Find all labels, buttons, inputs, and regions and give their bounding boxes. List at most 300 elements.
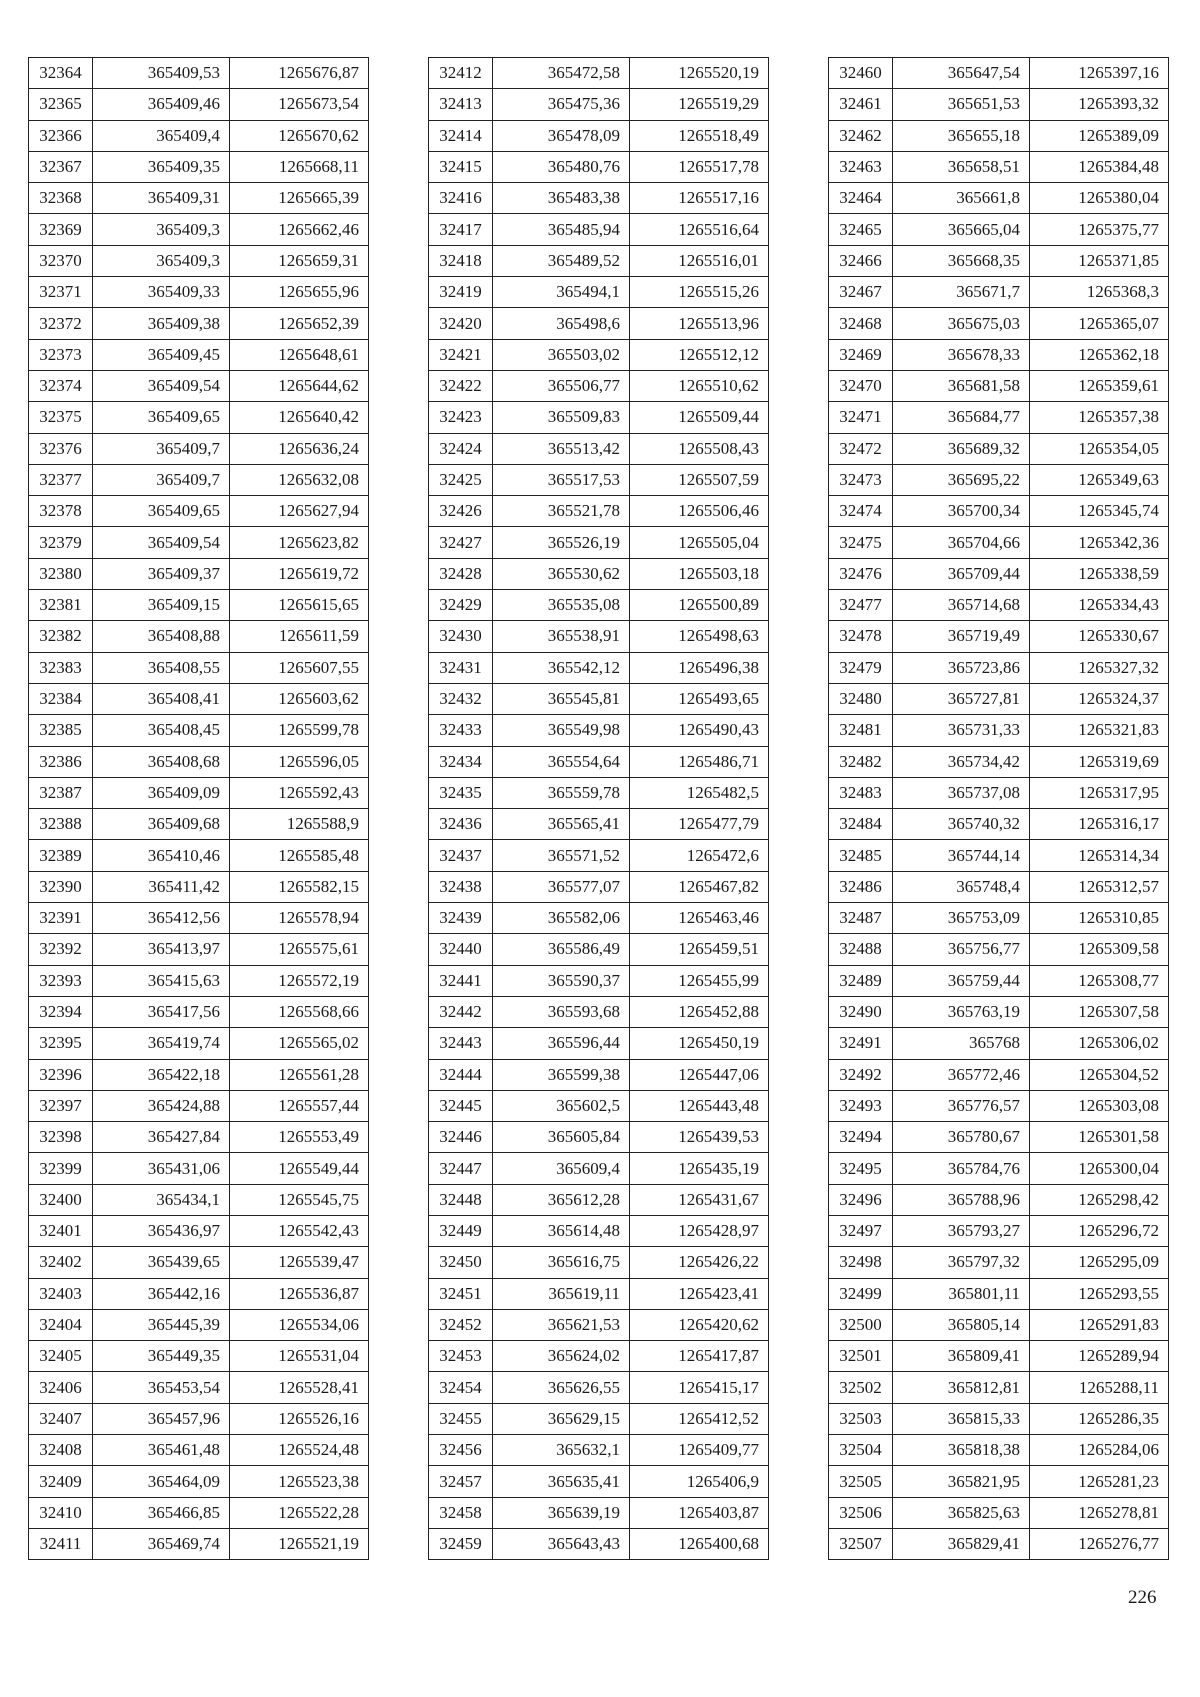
table-row [429, 652, 769, 683]
x-coordinate-cell: 365812,81 [893, 1372, 1030, 1403]
x-coordinate-cell: 365704,66 [893, 527, 1030, 558]
table-row [29, 214, 369, 245]
point-id-cell: 32505 [829, 1466, 893, 1497]
x-coordinate-cell: 365517,53 [493, 464, 630, 495]
x-coordinate-cell: 365408,88 [93, 621, 230, 652]
x-coordinate-cell: 365453,54 [93, 1372, 230, 1403]
y-coordinate-cell: 1265518,49 [630, 120, 769, 151]
point-id-cell: 32375 [29, 402, 93, 433]
point-id-cell: 32415 [429, 151, 493, 182]
y-coordinate-cell: 1265375,77 [1030, 214, 1169, 245]
y-coordinate-cell: 1265655,96 [230, 277, 369, 308]
point-id-cell: 32464 [829, 183, 893, 214]
table-row [429, 89, 769, 120]
y-coordinate-cell: 1265428,97 [630, 1215, 769, 1246]
point-id-cell: 32432 [429, 683, 493, 714]
table-row [29, 590, 369, 621]
x-coordinate-cell: 365409,09 [93, 777, 230, 808]
point-id-cell: 32371 [29, 277, 93, 308]
x-coordinate-cell: 365772,46 [893, 1059, 1030, 1090]
table-row [829, 339, 1169, 370]
point-id-cell: 32367 [29, 151, 93, 182]
table-row [29, 1028, 369, 1059]
point-id-cell: 32457 [429, 1466, 493, 1497]
y-coordinate-cell: 1265288,11 [1030, 1372, 1169, 1403]
y-coordinate-cell: 1265286,35 [1030, 1403, 1169, 1434]
y-coordinate-cell: 1265317,95 [1030, 777, 1169, 808]
table-row [29, 1184, 369, 1215]
point-id-cell: 32445 [429, 1090, 493, 1121]
point-id-cell: 32428 [429, 558, 493, 589]
y-coordinate-cell: 1265659,31 [230, 245, 369, 276]
point-id-cell: 32500 [829, 1309, 893, 1340]
x-coordinate-cell: 365509,83 [493, 402, 630, 433]
x-coordinate-cell: 365593,68 [493, 996, 630, 1027]
x-coordinate-cell: 365485,94 [493, 214, 630, 245]
point-id-cell: 32456 [429, 1435, 493, 1466]
x-coordinate-cell: 365475,36 [493, 89, 630, 120]
point-id-cell: 32424 [429, 433, 493, 464]
table-row [429, 527, 769, 558]
y-coordinate-cell: 1265284,06 [1030, 1435, 1169, 1466]
point-id-cell: 32496 [829, 1184, 893, 1215]
y-coordinate-cell: 1265531,04 [230, 1341, 369, 1372]
y-coordinate-cell: 1265472,6 [630, 840, 769, 871]
point-id-cell: 32370 [29, 245, 93, 276]
table-row [29, 151, 369, 182]
table-row [29, 1372, 369, 1403]
y-coordinate-cell: 1265596,05 [230, 746, 369, 777]
table-row [829, 370, 1169, 401]
x-coordinate-cell: 365412,56 [93, 903, 230, 934]
y-coordinate-cell: 1265309,58 [1030, 934, 1169, 965]
table-row [29, 339, 369, 370]
point-id-cell: 32369 [29, 214, 93, 245]
table-row [429, 339, 769, 370]
x-coordinate-cell: 365409,65 [93, 402, 230, 433]
table-row [29, 903, 369, 934]
x-coordinate-cell: 365753,09 [893, 903, 1030, 934]
y-coordinate-cell: 1265517,16 [630, 183, 769, 214]
table-row [29, 1466, 369, 1497]
x-coordinate-cell: 365409,15 [93, 590, 230, 621]
table-row [429, 1059, 769, 1090]
y-coordinate-cell: 1265345,74 [1030, 496, 1169, 527]
table-row [429, 496, 769, 527]
x-coordinate-cell: 365417,56 [93, 996, 230, 1027]
x-coordinate-cell: 365408,45 [93, 715, 230, 746]
point-id-cell: 32437 [429, 840, 493, 871]
point-id-cell: 32389 [29, 840, 93, 871]
y-coordinate-cell: 1265507,59 [630, 464, 769, 495]
y-coordinate-cell: 1265524,48 [230, 1435, 369, 1466]
point-id-cell: 32393 [29, 965, 93, 996]
point-id-cell: 32502 [829, 1372, 893, 1403]
table-row [29, 58, 369, 89]
x-coordinate-cell: 365449,35 [93, 1341, 230, 1372]
x-coordinate-cell: 365768 [893, 1028, 1030, 1059]
y-coordinate-cell: 1265565,02 [230, 1028, 369, 1059]
y-coordinate-cell: 1265334,43 [1030, 590, 1169, 621]
x-coordinate-cell: 365689,32 [893, 433, 1030, 464]
table-row [829, 965, 1169, 996]
point-id-cell: 32458 [429, 1497, 493, 1528]
point-id-cell: 32425 [429, 464, 493, 495]
point-id-cell: 32374 [29, 370, 93, 401]
y-coordinate-cell: 1265528,41 [230, 1372, 369, 1403]
y-coordinate-cell: 1265619,72 [230, 558, 369, 589]
y-coordinate-cell: 1265519,29 [630, 89, 769, 120]
point-id-cell: 32440 [429, 934, 493, 965]
table-row [429, 370, 769, 401]
y-coordinate-cell: 1265308,77 [1030, 965, 1169, 996]
x-coordinate-cell: 365409,65 [93, 496, 230, 527]
x-coordinate-cell: 365619,11 [493, 1278, 630, 1309]
table-row [829, 1215, 1169, 1246]
x-coordinate-cell: 365671,7 [893, 277, 1030, 308]
y-coordinate-cell: 1265304,52 [1030, 1059, 1169, 1090]
y-coordinate-cell: 1265406,9 [630, 1466, 769, 1497]
table-row [429, 777, 769, 808]
x-coordinate-cell: 365409,31 [93, 183, 230, 214]
y-coordinate-cell: 1265607,55 [230, 652, 369, 683]
table-row [29, 527, 369, 558]
point-id-cell: 32450 [429, 1247, 493, 1278]
table-row [29, 996, 369, 1027]
table-row [829, 245, 1169, 276]
point-id-cell: 32474 [829, 496, 893, 527]
point-id-cell: 32451 [429, 1278, 493, 1309]
point-id-cell: 32446 [429, 1122, 493, 1153]
table-row [29, 1403, 369, 1434]
y-coordinate-cell: 1265572,19 [230, 965, 369, 996]
y-coordinate-cell: 1265486,71 [630, 746, 769, 777]
y-coordinate-cell: 1265330,67 [1030, 621, 1169, 652]
table-row [29, 777, 369, 808]
table-row [29, 1153, 369, 1184]
x-coordinate-cell: 365424,88 [93, 1090, 230, 1121]
point-id-cell: 32484 [829, 809, 893, 840]
point-id-cell: 32400 [29, 1184, 93, 1215]
table-row [829, 402, 1169, 433]
y-coordinate-cell: 1265516,01 [630, 245, 769, 276]
y-coordinate-cell: 1265557,44 [230, 1090, 369, 1121]
point-id-cell: 32507 [829, 1528, 893, 1559]
table-row [829, 1059, 1169, 1090]
point-id-cell: 32377 [29, 464, 93, 495]
point-id-cell: 32466 [829, 245, 893, 276]
point-id-cell: 32482 [829, 746, 893, 777]
x-coordinate-cell: 365480,76 [493, 151, 630, 182]
x-coordinate-cell: 365415,63 [93, 965, 230, 996]
y-coordinate-cell: 1265307,58 [1030, 996, 1169, 1027]
point-id-cell: 32365 [29, 89, 93, 120]
coordinate-table-2 [428, 57, 769, 1560]
y-coordinate-cell: 1265463,46 [630, 903, 769, 934]
table-row [429, 1184, 769, 1215]
point-id-cell: 32441 [429, 965, 493, 996]
y-coordinate-cell: 1265380,04 [1030, 183, 1169, 214]
y-coordinate-cell: 1265515,26 [630, 277, 769, 308]
y-coordinate-cell: 1265450,19 [630, 1028, 769, 1059]
table-row [29, 1090, 369, 1121]
table-row [829, 809, 1169, 840]
point-id-cell: 32439 [429, 903, 493, 934]
x-coordinate-cell: 365408,55 [93, 652, 230, 683]
y-coordinate-cell: 1265400,68 [630, 1528, 769, 1559]
y-coordinate-cell: 1265349,63 [1030, 464, 1169, 495]
table-row [29, 277, 369, 308]
x-coordinate-cell: 365413,97 [93, 934, 230, 965]
table-row [29, 965, 369, 996]
x-coordinate-cell: 365483,38 [493, 183, 630, 214]
point-id-cell: 32492 [829, 1059, 893, 1090]
table-row [429, 1247, 769, 1278]
table-row [29, 496, 369, 527]
table-row [29, 1059, 369, 1090]
x-coordinate-cell: 365554,64 [493, 746, 630, 777]
x-coordinate-cell: 365788,96 [893, 1184, 1030, 1215]
y-coordinate-cell: 1265417,87 [630, 1341, 769, 1372]
y-coordinate-cell: 1265523,38 [230, 1466, 369, 1497]
y-coordinate-cell: 1265526,16 [230, 1403, 369, 1434]
point-id-cell: 32404 [29, 1309, 93, 1340]
x-coordinate-cell: 365626,55 [493, 1372, 630, 1403]
table-row [829, 1153, 1169, 1184]
point-id-cell: 32385 [29, 715, 93, 746]
table-row [829, 214, 1169, 245]
y-coordinate-cell: 1265516,64 [630, 214, 769, 245]
x-coordinate-cell: 365466,85 [93, 1497, 230, 1528]
y-coordinate-cell: 1265409,77 [630, 1435, 769, 1466]
x-coordinate-cell: 365419,74 [93, 1028, 230, 1059]
y-coordinate-cell: 1265412,52 [630, 1403, 769, 1434]
table-row [429, 464, 769, 495]
table-row [29, 746, 369, 777]
x-coordinate-cell: 365695,22 [893, 464, 1030, 495]
x-coordinate-cell: 365829,41 [893, 1528, 1030, 1559]
table-row [429, 1090, 769, 1121]
point-id-cell: 32465 [829, 214, 893, 245]
y-coordinate-cell: 1265295,09 [1030, 1247, 1169, 1278]
y-coordinate-cell: 1265670,62 [230, 120, 369, 151]
x-coordinate-cell: 365756,77 [893, 934, 1030, 965]
table-row [29, 652, 369, 683]
y-coordinate-cell: 1265431,67 [630, 1184, 769, 1215]
x-coordinate-cell: 365624,02 [493, 1341, 630, 1372]
y-coordinate-cell: 1265505,04 [630, 527, 769, 558]
point-id-cell: 32387 [29, 777, 93, 808]
y-coordinate-cell: 1265676,87 [230, 58, 369, 89]
x-coordinate-cell: 365559,78 [493, 777, 630, 808]
y-coordinate-cell: 1265668,11 [230, 151, 369, 182]
y-coordinate-cell: 1265439,53 [630, 1122, 769, 1153]
y-coordinate-cell: 1265521,19 [230, 1528, 369, 1559]
table-row [429, 1215, 769, 1246]
x-coordinate-cell: 365503,02 [493, 339, 630, 370]
x-coordinate-cell: 365681,58 [893, 370, 1030, 401]
point-id-cell: 32368 [29, 183, 93, 214]
point-id-cell: 32403 [29, 1278, 93, 1309]
x-coordinate-cell: 365513,42 [493, 433, 630, 464]
x-coordinate-cell: 365731,33 [893, 715, 1030, 746]
x-coordinate-cell: 365719,49 [893, 621, 1030, 652]
x-coordinate-cell: 365744,14 [893, 840, 1030, 871]
y-coordinate-cell: 1265611,59 [230, 621, 369, 652]
x-coordinate-cell: 365498,6 [493, 308, 630, 339]
table-row [429, 433, 769, 464]
y-coordinate-cell: 1265644,62 [230, 370, 369, 401]
table-row [429, 840, 769, 871]
x-coordinate-cell: 365535,08 [493, 590, 630, 621]
point-id-cell: 32488 [829, 934, 893, 965]
x-coordinate-cell: 365805,14 [893, 1309, 1030, 1340]
table-row [829, 840, 1169, 871]
x-coordinate-cell: 365409,3 [93, 245, 230, 276]
y-coordinate-cell: 1265455,99 [630, 965, 769, 996]
table-row [429, 1278, 769, 1309]
x-coordinate-cell: 365409,4 [93, 120, 230, 151]
point-id-cell: 32411 [29, 1528, 93, 1559]
table-row [829, 1466, 1169, 1497]
point-id-cell: 32460 [829, 58, 893, 89]
page-number: 226 [1128, 1587, 1157, 1608]
point-id-cell: 32412 [429, 58, 493, 89]
y-coordinate-cell: 1265665,39 [230, 183, 369, 214]
table-row [429, 120, 769, 151]
point-id-cell: 32449 [429, 1215, 493, 1246]
x-coordinate-cell: 365494,1 [493, 277, 630, 308]
table-row [829, 464, 1169, 495]
table-row [429, 214, 769, 245]
x-coordinate-cell: 365621,53 [493, 1309, 630, 1340]
x-coordinate-cell: 365821,95 [893, 1466, 1030, 1497]
point-id-cell: 32498 [829, 1247, 893, 1278]
point-id-cell: 32418 [429, 245, 493, 276]
point-id-cell: 32429 [429, 590, 493, 621]
point-id-cell: 32472 [829, 433, 893, 464]
point-id-cell: 32379 [29, 527, 93, 558]
table-row [29, 245, 369, 276]
point-id-cell: 32479 [829, 652, 893, 683]
y-coordinate-cell: 1265482,5 [630, 777, 769, 808]
point-id-cell: 32414 [429, 120, 493, 151]
x-coordinate-cell: 365409,33 [93, 277, 230, 308]
point-id-cell: 32391 [29, 903, 93, 934]
x-coordinate-cell: 365427,84 [93, 1122, 230, 1153]
x-coordinate-cell: 365596,44 [493, 1028, 630, 1059]
x-coordinate-cell: 365408,68 [93, 746, 230, 777]
y-coordinate-cell: 1265368,3 [1030, 277, 1169, 308]
point-id-cell: 32483 [829, 777, 893, 808]
x-coordinate-cell: 365489,52 [493, 245, 630, 276]
x-coordinate-cell: 365632,1 [493, 1435, 630, 1466]
table-row [829, 715, 1169, 746]
x-coordinate-cell: 365409,7 [93, 464, 230, 495]
point-id-cell: 32504 [829, 1435, 893, 1466]
x-coordinate-cell: 365577,07 [493, 871, 630, 902]
y-coordinate-cell: 1265354,05 [1030, 433, 1169, 464]
table-row [829, 308, 1169, 339]
x-coordinate-cell: 365614,48 [493, 1215, 630, 1246]
point-id-cell: 32422 [429, 370, 493, 401]
y-coordinate-cell: 1265303,08 [1030, 1090, 1169, 1121]
x-coordinate-cell: 365409,46 [93, 89, 230, 120]
y-coordinate-cell: 1265415,17 [630, 1372, 769, 1403]
y-coordinate-cell: 1265575,61 [230, 934, 369, 965]
y-coordinate-cell: 1265522,28 [230, 1497, 369, 1528]
y-coordinate-cell: 1265513,96 [630, 308, 769, 339]
point-id-cell: 32396 [29, 1059, 93, 1090]
y-coordinate-cell: 1265357,38 [1030, 402, 1169, 433]
point-id-cell: 32402 [29, 1247, 93, 1278]
y-coordinate-cell: 1265553,49 [230, 1122, 369, 1153]
point-id-cell: 32503 [829, 1403, 893, 1434]
y-coordinate-cell: 1265452,88 [630, 996, 769, 1027]
table-row [429, 1341, 769, 1372]
y-coordinate-cell: 1265426,22 [630, 1247, 769, 1278]
y-coordinate-cell: 1265276,77 [1030, 1528, 1169, 1559]
x-coordinate-cell: 365571,52 [493, 840, 630, 871]
point-id-cell: 32495 [829, 1153, 893, 1184]
x-coordinate-cell: 365409,68 [93, 809, 230, 840]
x-coordinate-cell: 365700,34 [893, 496, 1030, 527]
x-coordinate-cell: 365549,98 [493, 715, 630, 746]
point-id-cell: 32471 [829, 402, 893, 433]
point-id-cell: 32469 [829, 339, 893, 370]
point-id-cell: 32382 [29, 621, 93, 652]
x-coordinate-cell: 365439,65 [93, 1247, 230, 1278]
table-row [29, 1435, 369, 1466]
point-id-cell: 32373 [29, 339, 93, 370]
x-coordinate-cell: 365797,32 [893, 1247, 1030, 1278]
y-coordinate-cell: 1265397,16 [1030, 58, 1169, 89]
point-id-cell: 32435 [429, 777, 493, 808]
y-coordinate-cell: 1265536,87 [230, 1278, 369, 1309]
table-row [429, 1028, 769, 1059]
x-coordinate-cell: 365793,27 [893, 1215, 1030, 1246]
x-coordinate-cell: 365661,8 [893, 183, 1030, 214]
x-coordinate-cell: 365590,37 [493, 965, 630, 996]
table-row [29, 1215, 369, 1246]
table-row [429, 809, 769, 840]
table-row [829, 1122, 1169, 1153]
y-coordinate-cell: 1265662,46 [230, 214, 369, 245]
point-id-cell: 32477 [829, 590, 893, 621]
x-coordinate-cell: 365521,78 [493, 496, 630, 527]
table-row [29, 809, 369, 840]
point-id-cell: 32388 [29, 809, 93, 840]
y-coordinate-cell: 1265627,94 [230, 496, 369, 527]
x-coordinate-cell: 365431,06 [93, 1153, 230, 1184]
point-id-cell: 32423 [429, 402, 493, 433]
table-row [29, 370, 369, 401]
table-row [29, 683, 369, 714]
point-id-cell: 32467 [829, 277, 893, 308]
table-row [429, 621, 769, 652]
table-row [29, 464, 369, 495]
y-coordinate-cell: 1265578,94 [230, 903, 369, 934]
y-coordinate-cell: 1265517,78 [630, 151, 769, 182]
table-row [29, 934, 369, 965]
y-coordinate-cell: 1265542,43 [230, 1215, 369, 1246]
x-coordinate-cell: 365538,91 [493, 621, 630, 652]
table-row [829, 1184, 1169, 1215]
table-row [429, 683, 769, 714]
y-coordinate-cell: 1265371,85 [1030, 245, 1169, 276]
y-coordinate-cell: 1265342,36 [1030, 527, 1169, 558]
table-row [829, 496, 1169, 527]
